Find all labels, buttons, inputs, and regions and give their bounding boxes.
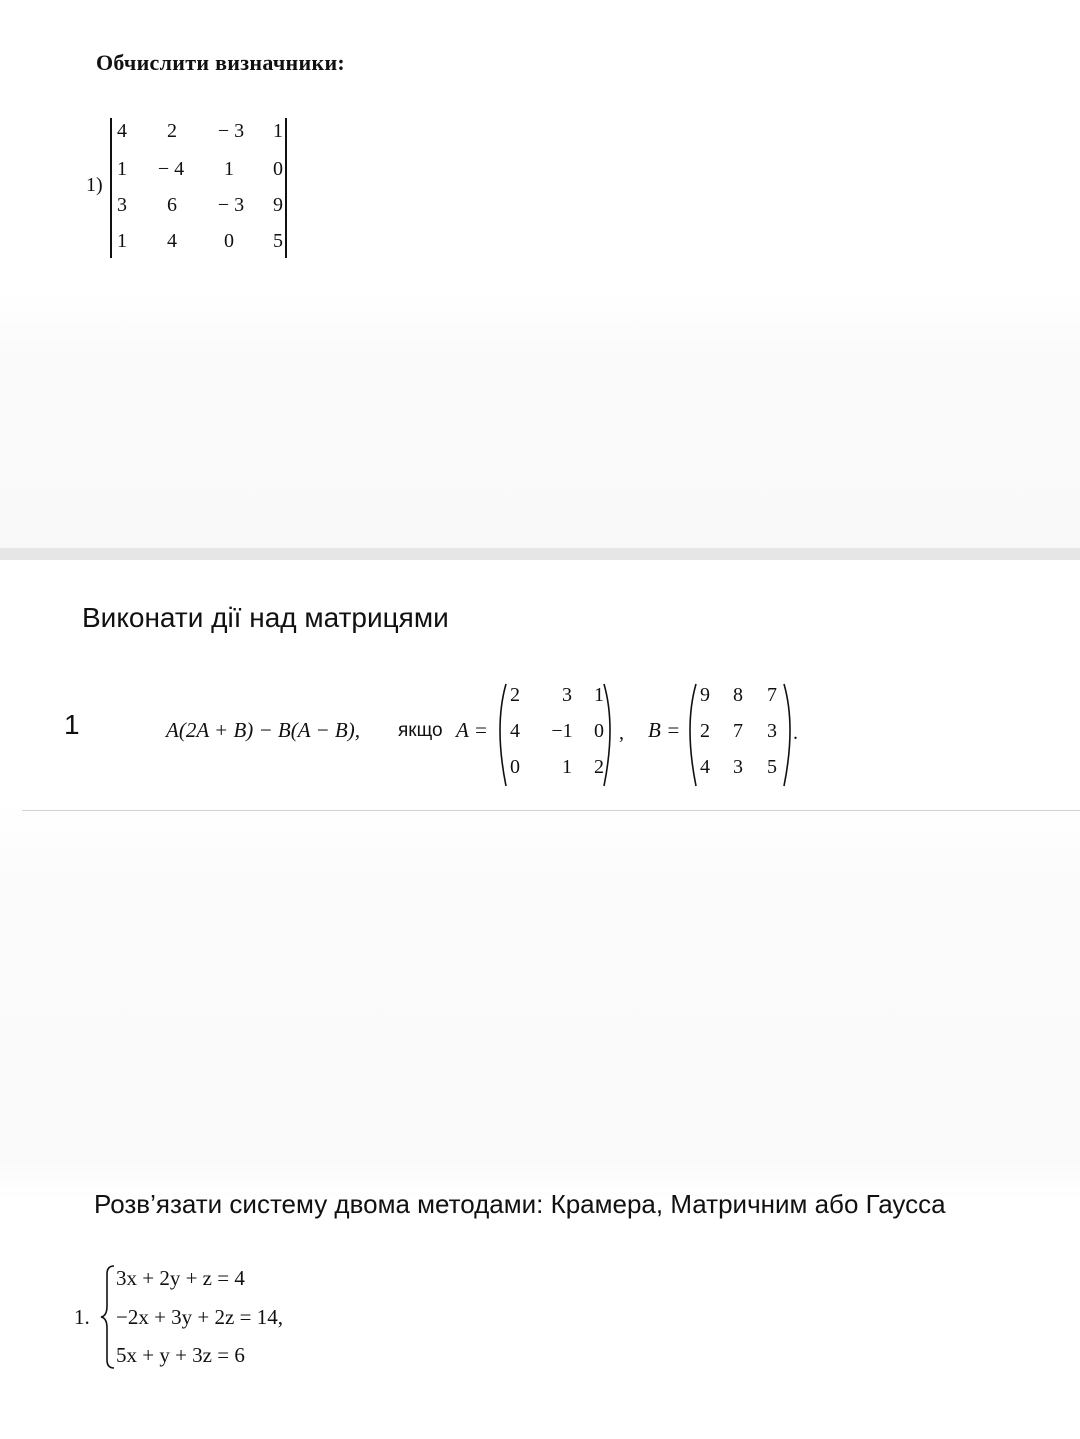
system-equation: −2x + 3y + 2z = 14, <box>116 1305 283 1329</box>
det-cell: 1 <box>273 120 283 142</box>
matrix-a-cell: −1 <box>551 720 573 742</box>
matrix-b-cell: 4 <box>700 756 710 778</box>
det-cell: 4 <box>117 120 127 142</box>
comma: , <box>619 722 624 744</box>
matrix-a-cell: 3 <box>562 684 572 706</box>
matrix-b-cell: 8 <box>733 684 743 706</box>
matrix-a-cell: 0 <box>510 756 520 778</box>
system-equation: 5x + y + 3z = 6 <box>116 1343 245 1367</box>
det-cell: 3 <box>117 194 127 216</box>
horizontal-rule <box>22 810 1080 811</box>
det-cell: 1 <box>117 158 127 180</box>
matrix-a-cell: 2 <box>594 756 604 778</box>
condition-word: якщо <box>398 720 443 741</box>
matrix-a-cell: 0 <box>594 720 604 742</box>
matrix-a-label: A = <box>456 718 488 742</box>
system-brace <box>98 1262 118 1372</box>
matrix-b-cell: 5 <box>767 756 777 778</box>
matrix-b-cell: 3 <box>767 720 777 742</box>
matrix-expression: A(2A + B) − B(A − B), <box>166 718 360 742</box>
system-equation: 3x + 2y + z = 4 <box>116 1266 245 1290</box>
matrix-b-cell: 3 <box>733 756 743 778</box>
section-title: Обчислити визначники: <box>96 50 346 75</box>
matrix-a-cell: 1 <box>594 684 604 706</box>
det-cell: 6 <box>167 194 177 216</box>
matrix-b-cell: 7 <box>767 684 777 706</box>
det-cell: − 4 <box>157 158 185 180</box>
det-cell: 1 <box>117 230 127 252</box>
det-cell: 5 <box>273 230 283 252</box>
matrix-a-cell: 4 <box>510 720 520 742</box>
section-title: Виконати дії над матрицями <box>82 602 449 633</box>
period: . <box>793 722 798 744</box>
matrix-b-cell: 2 <box>700 720 710 742</box>
section-title: Розв’язати систему двома методами: Крамера, Матричним або Гаусса <box>94 1189 946 1219</box>
item-label: 1 <box>64 709 80 740</box>
det-cell: − 3 <box>217 194 245 216</box>
matrix-b-cell: 7 <box>733 720 743 742</box>
det-cell: 0 <box>273 158 283 180</box>
det-cell: 2 <box>167 120 177 142</box>
matrix-a-cell: 1 <box>562 756 572 778</box>
det-cell: 4 <box>167 230 177 252</box>
det-cell: − 3 <box>217 120 245 142</box>
matrix-b-cell: 9 <box>700 684 710 706</box>
item-label: 1) <box>86 174 103 196</box>
det-cell: 1 <box>224 158 234 180</box>
matrix-b-label: B = <box>648 718 681 742</box>
det-cell: 0 <box>224 230 234 252</box>
item-label: 1. <box>74 1305 90 1329</box>
matrix-a-cell: 2 <box>510 684 520 706</box>
det-cell: 9 <box>273 194 283 216</box>
